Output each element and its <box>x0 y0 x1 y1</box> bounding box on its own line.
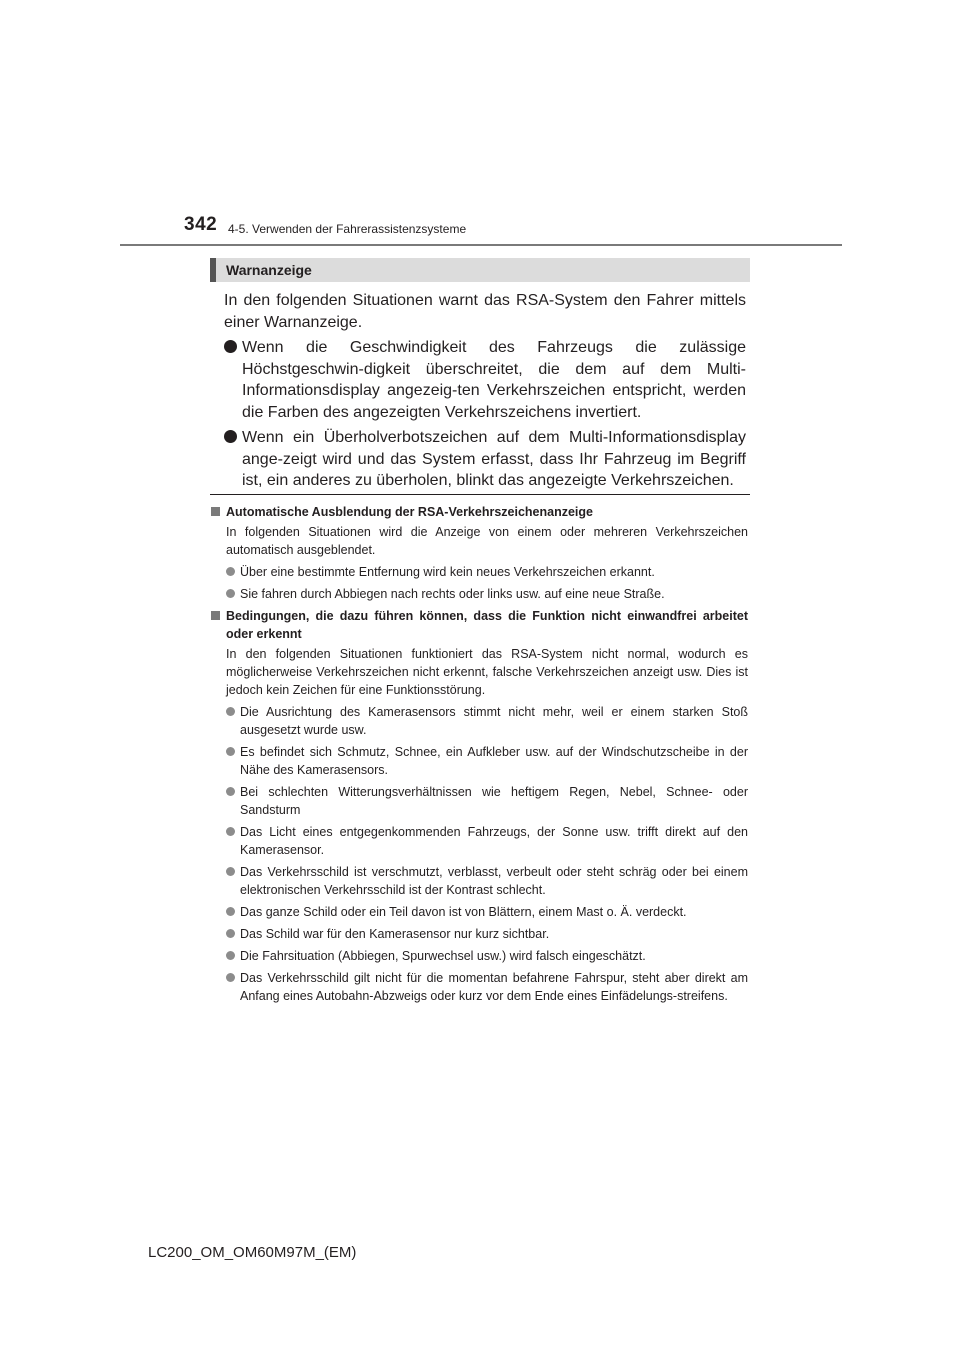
bullet-dot-icon <box>226 827 235 836</box>
section-title-bar <box>210 258 750 282</box>
list-item <box>226 863 748 899</box>
bullet-item <box>224 427 746 492</box>
bullet-dot-icon <box>224 430 237 443</box>
note-body: In den folgenden Situationen funktioniert das RSA-System nicht normal, wodurch es möglicherweise Verkehrszeichen nicht erkennt, falsche Verkehrszeichen anzeigt usw. Dies ist jedoch kein Zeichen für eine Funktionsstörung. <box>226 647 748 697</box>
page-number: 342 <box>184 214 218 235</box>
bullet-dot-icon <box>226 929 235 938</box>
list-item-text: Das Licht eines entgegenkommenden Fahrzeugs, der Sonne usw. trifft direkt auf den Kamerasensor. <box>240 825 748 857</box>
list-item <box>226 585 748 603</box>
bullet-dot-icon <box>226 907 235 916</box>
note-heading <box>210 503 748 521</box>
list-item <box>226 743 748 779</box>
note-heading <box>210 607 748 643</box>
bullet-text: Wenn die Geschwindigkeit des Fahrzeugs die zulässige Höchstgeschwin-digkeit überschreitet, die dem auf dem Multi-Informationsdisplay angezeig-ten Verkehrszeichen entspricht, werden die Farben des angezeigten Verkehrszeichens invertiert. <box>242 339 746 421</box>
list-item-text: Die Fahrsituation (Abbiegen, Spurwechsel usw.) wird falsch eingeschätzt. <box>240 949 646 963</box>
list-item-text: Das Verkehrsschild ist verschmutzt, verblasst, verbeult oder steht schräg oder bei einem elektronischen Verkehrsschild ist der Kontrast schlecht. <box>240 865 748 897</box>
note-heading-text: Automatische Ausblendung der RSA-Verkehrszeichenanzeige <box>226 505 593 519</box>
list-item-text: Bei schlechten Witterungsverhältnissen wie heftigem Regen, Nebel, Schnee- oder Sandsturm <box>240 785 748 817</box>
list-item-text: Über eine bestimmte Entfernung wird kein neues Verkehrszeichen erkannt. <box>240 565 655 579</box>
bullet-dot-icon <box>226 867 235 876</box>
notes-area <box>210 503 748 1009</box>
document-code: LC200_OM_OM60M97M_(EM) <box>148 1244 357 1261</box>
square-bullet-icon <box>211 507 220 516</box>
list-item <box>226 947 748 965</box>
section-title: Warnanzeige <box>226 262 312 278</box>
bullet-dot-icon <box>224 340 237 353</box>
bullet-item <box>224 337 746 423</box>
list-item <box>226 903 748 921</box>
note-item-list <box>210 703 748 1005</box>
bullet-dot-icon <box>226 747 235 756</box>
list-item-text: Das ganze Schild oder ein Teil davon ist von Blättern, einem Mast o. Ä. verdeckt. <box>240 905 687 919</box>
note-item-list <box>210 563 748 603</box>
section-body <box>224 290 746 496</box>
bullet-dot-icon <box>226 973 235 982</box>
note-body: In folgenden Situationen wird die Anzeige von einem oder mehreren Verkehrszeichen automatisch ausgeblendet. <box>226 525 748 557</box>
bullet-dot-icon <box>226 787 235 796</box>
bullet-dot-icon <box>226 951 235 960</box>
list-item-text: Die Ausrichtung des Kamerasensors stimmt nicht mehr, weil er einem starken Stoß ausgesetzt wurde usw. <box>240 705 748 737</box>
bullet-dot-icon <box>226 707 235 716</box>
warning-bullet-list <box>224 337 746 492</box>
list-item <box>226 969 748 1005</box>
note-heading-text: Bedingungen, die dazu führen können, dass die Funktion nicht einwandfrei arbeitet oder erkennt <box>226 609 748 641</box>
list-item-text: Das Verkehrsschild gilt nicht für die momentan befahrene Fahrspur, steht aber direkt am Anfang eines Autobahn-Abzweigs oder kurz vor dem Ende eines Einfädelungs-streifens. <box>240 971 748 1003</box>
square-bullet-icon <box>211 611 220 620</box>
chapter-heading: 4-5. Verwenden der Fahrerassistenzsysteme <box>228 222 467 236</box>
list-item <box>226 925 748 943</box>
section-divider <box>210 494 750 495</box>
bullet-text: Wenn ein Überholverbotszeichen auf dem Multi-Informationsdisplay ange-zeigt wird und das System erfasst, dass Ihr Fahrzeug im Begriff ist, ein anderes zu überholen, blinkt das angezeigte Verkehrszeichen. <box>242 429 746 489</box>
header-divider <box>120 244 842 246</box>
section-intro: In den folgenden Situationen warnt das RSA-System den Fahrer mittels einer Warnanzeige. <box>224 292 746 331</box>
list-item <box>226 703 748 739</box>
list-item <box>226 563 748 581</box>
bullet-dot-icon <box>226 589 235 598</box>
list-item-text: Das Schild war für den Kamerasensor nur kurz sichtbar. <box>240 927 550 941</box>
list-item-text: Sie fahren durch Abbiegen nach rechts oder links usw. auf eine neue Straße. <box>240 587 665 601</box>
bullet-dot-icon <box>226 567 235 576</box>
list-item-text: Es befindet sich Schmutz, Schnee, ein Aufkleber usw. auf der Windschutzscheibe in der Nähe des Kamerasensors. <box>240 745 748 777</box>
list-item <box>226 823 748 859</box>
list-item <box>226 783 748 819</box>
